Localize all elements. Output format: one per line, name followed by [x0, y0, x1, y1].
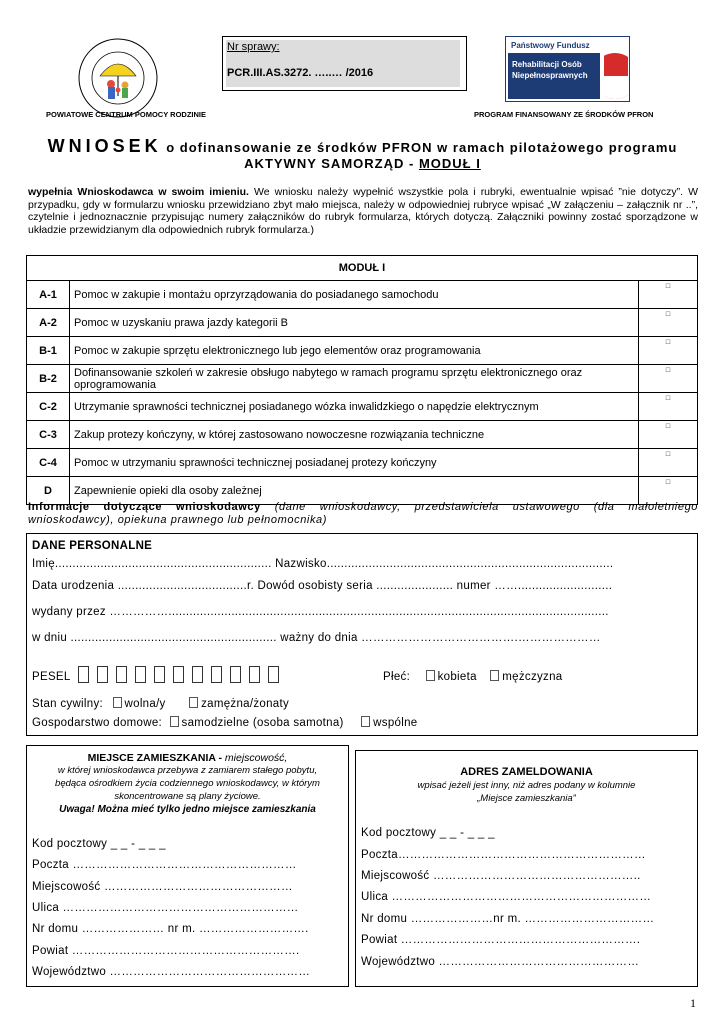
birth-id-field[interactable]: Data urodzenia .....................................r. Dowód osobisty seria ...................... numer ……...........................	[32, 580, 613, 592]
pesel-digit-box[interactable]	[116, 666, 127, 683]
module-label: Pomoc w zakupie i montażu oprzyrządowania do posiadanego samochodu	[70, 281, 639, 309]
sex-male-label: mężczyzna	[502, 671, 563, 683]
household-shared-checkbox[interactable]	[361, 716, 370, 727]
module-label: Utrzymanie sprawności technicznej posiadanego wózka inwalidzkiego o napędzie elektrycznym	[70, 393, 639, 421]
household-shared-label: wspólne	[373, 717, 418, 729]
module-label: Pomoc w utrzymaniu sprawności technicznej posiadanej protezy kończyny	[70, 449, 639, 477]
residence-house-field[interactable]: Nr domu ………………… nr m. ……………………….	[32, 923, 309, 935]
registered-desc1: wpisać jeżeli jest inny, niż adres podany w kolumnie	[417, 780, 636, 791]
personal-data-title: DANE PERSONALNE	[32, 540, 153, 552]
module-checkbox[interactable]: □	[639, 421, 698, 449]
pesel-digit-box[interactable]	[268, 666, 279, 683]
pesel-digit-box[interactable]	[211, 666, 222, 683]
residence-title	[27, 752, 348, 764]
pesel-digit-box[interactable]	[97, 666, 108, 683]
sex-male-checkbox[interactable]	[490, 670, 499, 681]
module-checkbox[interactable]: □	[639, 393, 698, 421]
civil-married-label: zamężna/żonaty	[201, 698, 290, 710]
household-single-label: samodzielne (osoba samotna)	[181, 717, 344, 729]
residence-desc2: będąca ośrodkiem życia codziennego wnioskodawcy, w którym	[55, 778, 320, 789]
applicant-info-bold: Informacje dotyczące wnioskodawcy	[28, 501, 261, 513]
sex-female-checkbox[interactable]	[426, 670, 435, 681]
module-checkbox[interactable]: □	[639, 337, 698, 365]
registered-address-box	[355, 750, 698, 987]
residence-address-box	[26, 745, 349, 987]
residence-title-bold: MIEJSCE ZAMIESZKANIA -	[87, 752, 222, 764]
pcpr-logo	[78, 38, 158, 118]
pfron-logo-top-text: Państwowy Fundusz	[511, 41, 590, 50]
registered-title: ADRES ZAMELDOWANIA	[460, 766, 593, 778]
residence-street-field[interactable]: Ulica ……………………………………………………	[32, 902, 299, 914]
pfron-logo-text	[508, 53, 600, 99]
pfron-logo-line1: Rehabilitacji Osób	[512, 60, 582, 69]
household-single-checkbox[interactable]	[170, 716, 179, 727]
module-checkbox[interactable]: □	[639, 309, 698, 337]
case-number-value: PCR.III.AS.3272. …..… /2016	[227, 67, 374, 79]
registered-town-field[interactable]: Miejscowość ……………………………………………..	[361, 870, 641, 882]
residence-title-italic: miejscowość,	[222, 752, 288, 764]
subtitle-module: MODUŁ I	[418, 156, 481, 171]
household-row	[32, 716, 417, 729]
module-code: A-2	[27, 309, 70, 337]
personal-data-box	[26, 533, 698, 736]
residence-desc1: w której wnioskodawca przebywa z zamiarem stałego pobytu,	[57, 765, 318, 776]
pfron-logo	[505, 36, 630, 102]
intro-bold: wypełnia Wnioskodawca w swoim imieniu.	[28, 186, 249, 198]
title-word: WNIOSEK	[47, 136, 162, 156]
module-code: D	[27, 477, 70, 505]
residence-postal-field[interactable]: Kod pocztowy _ _ - _ _ _	[32, 838, 166, 850]
sex-female-label: kobieta	[437, 671, 477, 683]
pesel-digit-box[interactable]	[230, 666, 241, 683]
pesel-boxes	[78, 671, 287, 683]
module-code: C-4	[27, 449, 70, 477]
residence-post-field[interactable]: Poczta …………………………………………………	[32, 859, 297, 871]
civil-status-row	[32, 697, 289, 710]
pesel-row	[32, 666, 287, 683]
table-row	[27, 281, 698, 309]
table-row	[27, 449, 698, 477]
module-code: A-1	[27, 281, 70, 309]
org-name-left: POWIATOWE CENTRUM POMOCY RODZINIE	[46, 110, 207, 119]
case-number-label: Nr sprawy:	[227, 41, 280, 53]
household-label: Gospodarstwo domowe:	[32, 717, 163, 729]
module-label: Dofinansowanie szkoleń w zakresie obsługo nabytego w ramach programu sprzętu elektronicznego oraz oprogramowania	[70, 365, 639, 393]
residence-note: Uwaga! Można mieć tylko jedno miejsce zamieszkania	[59, 804, 316, 815]
page-number: 1	[690, 996, 696, 1010]
module-checkbox[interactable]: □	[639, 365, 698, 393]
intro-instructions	[28, 186, 698, 236]
pesel-digit-box[interactable]	[135, 666, 146, 683]
org-name-right: PROGRAM FINANSOWANY ZE ŚRODKÓW PFRON	[474, 110, 654, 119]
registered-county-field[interactable]: Powiat …………………………………………………….	[361, 934, 641, 946]
name-field[interactable]: Imię.............................................................. Nazwisko..................................................................................	[32, 558, 614, 570]
table-row	[27, 393, 698, 421]
module-table-header: MODUŁ I	[27, 256, 698, 281]
registered-voivodeship-field[interactable]: Województwo ……………………………………………	[361, 956, 640, 968]
pesel-digit-box[interactable]	[78, 666, 89, 683]
residence-county-field[interactable]: Powiat ………………………………………………….	[32, 945, 300, 957]
table-row	[27, 421, 698, 449]
registered-postal-field[interactable]: Kod pocztowy _ _ - _ _ _	[361, 827, 495, 839]
module-checkbox[interactable]: □	[639, 281, 698, 309]
pesel-label: PESEL	[32, 671, 71, 683]
module-label: Zapewnienie opieki dla osoby zależnej	[70, 477, 639, 505]
document-subtitle	[0, 156, 725, 171]
module-code: C-3	[27, 421, 70, 449]
module-code: B-1	[27, 337, 70, 365]
civil-status-label: Stan cywilny:	[32, 698, 104, 710]
civil-married-checkbox[interactable]	[189, 697, 198, 708]
pesel-digit-box[interactable]	[173, 666, 184, 683]
table-row	[27, 365, 698, 393]
registered-desc2: „Miejsce zamieszkania”	[477, 793, 576, 804]
issued-by-field[interactable]: wydany przez ……………..............................................................................................................................	[32, 606, 609, 618]
civil-free-checkbox[interactable]	[113, 697, 122, 708]
title-line1-rest: o dofinansowanie ze środków PFRON w ramach pilotażowego programu	[161, 140, 678, 155]
residence-voivodeship-field[interactable]: Województwo ……………………………………………	[32, 966, 311, 978]
registered-post-field[interactable]: Poczta………………………………………………………	[361, 849, 646, 861]
sex-row	[383, 670, 562, 683]
pfron-circle-icon	[604, 53, 628, 99]
table-row	[27, 337, 698, 365]
residence-desc3: skoncentrowane są plany życiowe.	[114, 791, 261, 802]
registered-house-field[interactable]: Nr domu …………………nr m. ……………………………	[361, 913, 655, 925]
issue-date-field[interactable]: w dniu ........................................................... ważny do dnia ………………………………….…………………	[32, 632, 601, 644]
residence-town-field[interactable]: Miejscowość …………………………………………	[32, 881, 293, 893]
pesel-digit-box[interactable]	[192, 666, 203, 683]
module-checkbox[interactable]: □	[639, 449, 698, 477]
pfron-logo-line2: Niepełnosprawnych	[512, 71, 588, 80]
pesel-digit-box[interactable]	[249, 666, 260, 683]
module-label: Pomoc w zakupie sprzętu elektronicznego lub jego elementów oraz programowania	[70, 337, 639, 365]
subtitle-program: AKTYWNY SAMORZĄD -	[244, 156, 419, 171]
pesel-digit-box[interactable]	[154, 666, 165, 683]
module-label: Pomoc w uzyskaniu prawa jazdy kategorii B	[70, 309, 639, 337]
civil-free-label: wolna/y	[124, 698, 166, 710]
case-number-box	[222, 36, 467, 91]
module-code: B-2	[27, 365, 70, 393]
registered-street-field[interactable]: Ulica …………………………………………………………	[361, 891, 652, 903]
intro-text: We wniosku należy wypełnić wszystkie pola i rubryki, ewentualnie wpisać ”nie dotyczy”. W przypadku, gdy w formularzu wniosku przewidziano zbyt mało miejsca, należy w odpowiedniej rubryce wpisać „W załączeniu – załącznik nr ..”, czytelnie i jednoznacznie przypisując numery załączników do rubryk formularza, których dotyczą. Załączniki powinny zostać sporządzone w układzie przewidzianym dla odpowiednich rubryk formularza.)	[28, 186, 698, 236]
module-label: Zakup protezy kończyny, w której zastosowano nowoczesne rozwiązania techniczne	[70, 421, 639, 449]
module-code: C-2	[27, 393, 70, 421]
sex-label: Płeć:	[383, 671, 411, 683]
document-title	[0, 136, 725, 157]
module-table	[26, 255, 698, 505]
module-checkbox[interactable]: □	[639, 477, 698, 505]
applicant-info-italic: (dane wnioskodawcy, przedstawiciela ustawowego (dla małoletniego wnioskodawcy), opiekuna prawnego lub pełnomocnika)	[28, 501, 698, 526]
table-row	[27, 309, 698, 337]
applicant-info-heading	[28, 501, 698, 527]
